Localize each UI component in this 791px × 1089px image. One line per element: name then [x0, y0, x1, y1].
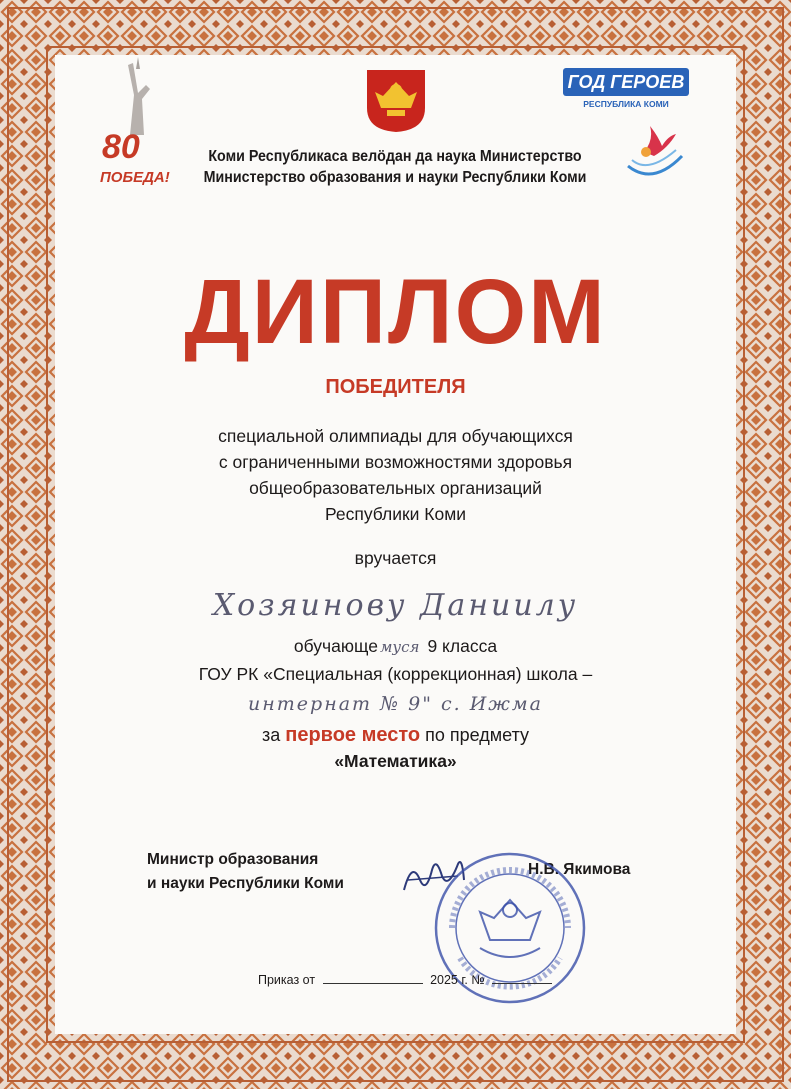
- bird-emblem-icon: [618, 116, 688, 186]
- order-number-blank: [492, 983, 552, 984]
- school-line-2-handwritten: интернат № 9" с. Ижма: [248, 693, 543, 715]
- coat-of-arms-icon: [365, 68, 427, 134]
- victory-text: ПОБЕДА!: [100, 169, 170, 186]
- year-of-heroes-sub: РЕСПУБЛИКА КОМИ: [583, 99, 669, 109]
- ministry-line-russian: Министерство образования и науки Республики Коми: [203, 169, 587, 186]
- place-prefix: за: [261, 725, 281, 745]
- order-year-suffix: 2025 г. №: [430, 973, 485, 987]
- victory-number: 80: [102, 128, 140, 166]
- order-date-blank: [323, 983, 423, 984]
- signer-title-line-2: и науки Республики Коми: [147, 875, 344, 892]
- signer-title-line-1: Министр образования: [147, 851, 319, 868]
- diploma-subtitle: ПОБЕДИТЕЛЯ: [325, 376, 466, 398]
- description-line-1: специальной олимпиады для обучающихся: [218, 426, 573, 446]
- year-of-heroes-badge: ГОД ГЕРОЕВ: [563, 68, 689, 96]
- recipient-name: Хозяинову Даниилу: [212, 588, 579, 623]
- signer-name: Н.В. Якимова: [528, 861, 631, 878]
- description-line-4: Республики Коми: [324, 504, 467, 524]
- description-line-3: общеобразовательных организаций: [249, 478, 542, 498]
- place-line: [0, 724, 791, 747]
- school-line-1: ГОУ РК «Специальная (коррекционная) школа –: [198, 664, 593, 684]
- description-line-2: с ограниченными возможностями здоровья: [218, 452, 573, 472]
- student-suffix-handwritten: муся: [379, 638, 420, 656]
- place-suffix: по предмету: [425, 725, 530, 745]
- student-line: [0, 636, 791, 657]
- ministry-header: [197, 146, 593, 188]
- diploma-title: ДИПЛОМ: [184, 261, 607, 363]
- student-prefix: обучающе: [293, 636, 378, 656]
- place-highlight: первое место: [285, 724, 421, 746]
- komi-coat-of-arms: [365, 68, 427, 134]
- signer-title: [147, 848, 344, 896]
- ministry-line-komi: Коми Республикаса велӧдан да наука Министерство: [208, 148, 582, 165]
- subject: «Математика»: [334, 751, 457, 771]
- awarded-label: вручается: [354, 548, 437, 568]
- grade: 9 класса: [427, 636, 498, 656]
- order-prefix: Приказ от: [258, 973, 316, 987]
- order-line: [258, 973, 552, 987]
- victory-80-logo: [100, 55, 175, 195]
